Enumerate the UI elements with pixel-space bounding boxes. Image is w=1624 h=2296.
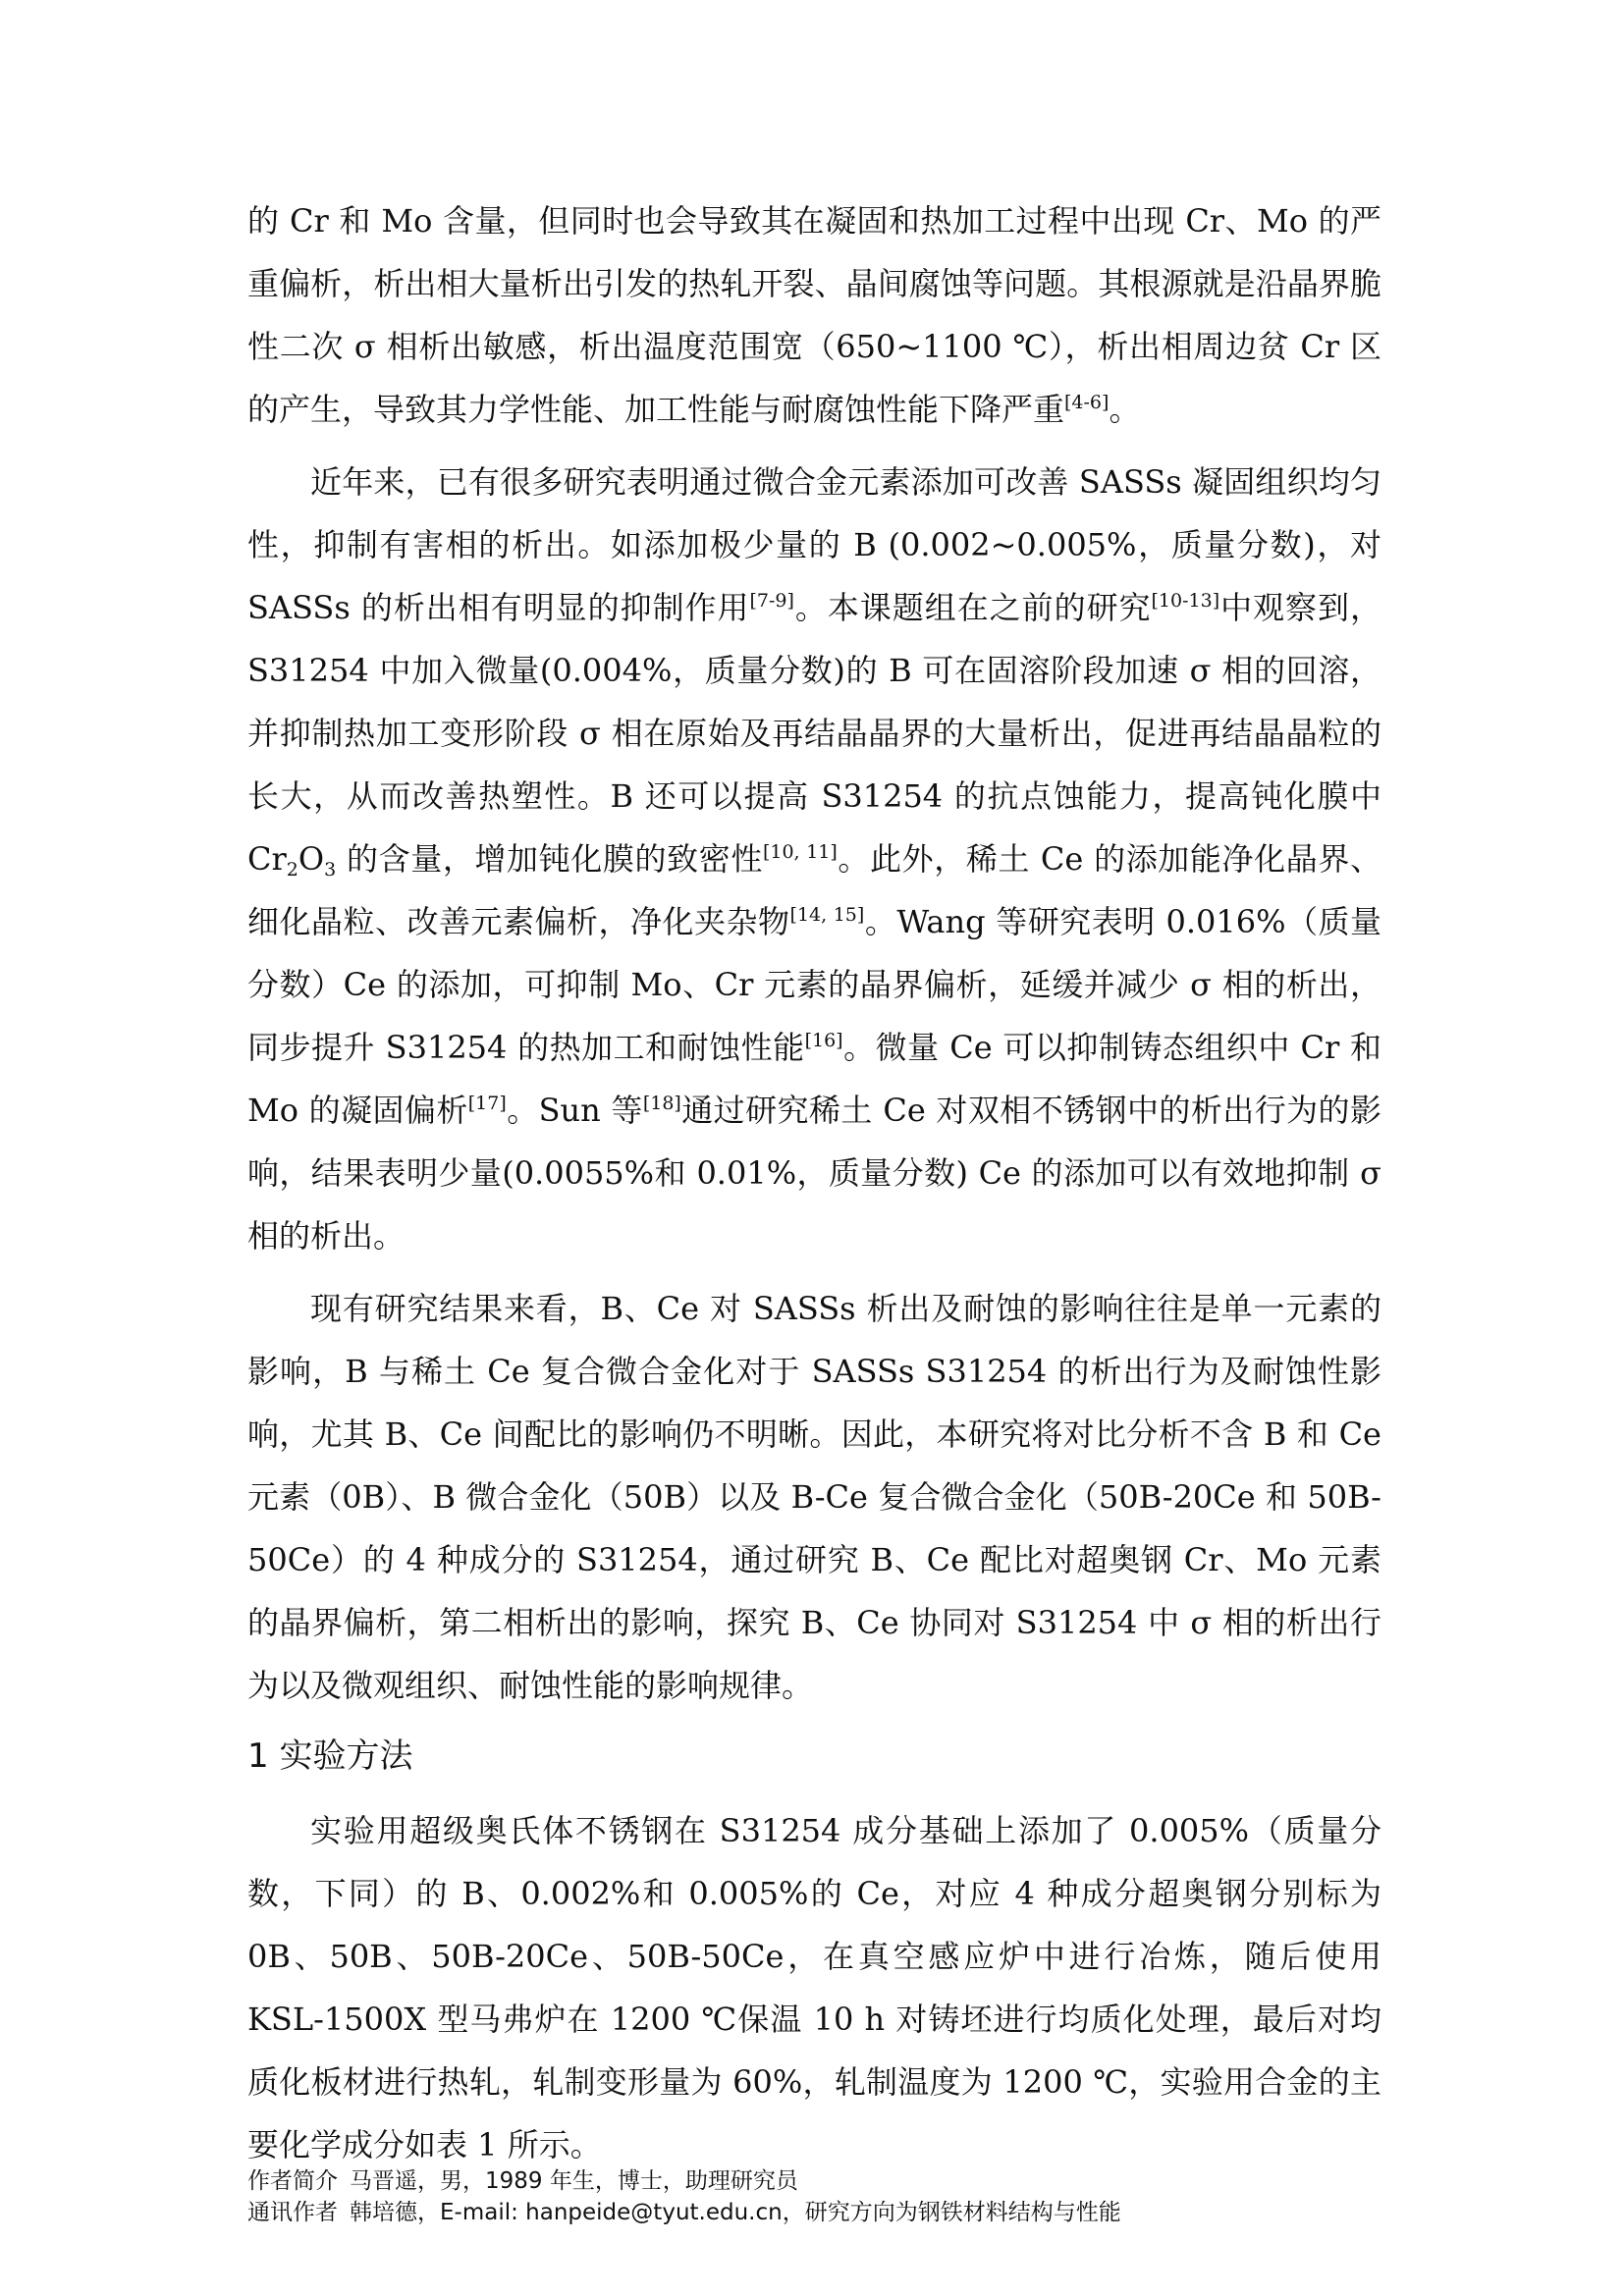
citation-ref: [16]	[804, 1030, 843, 1051]
text-run: 中观察到，S31254 中加入微量(0.004%，质量分数)的 B 可在固溶阶段加速 σ 相的回溶，并抑制热加工变形阶段 σ 相在原始及再结晶晶界的大量析出，促进再结晶晶粒的长大，从而改善热塑性。B 还可以提高 S31254 的抗点蚀能力，提高钝化膜中 Cr	[247, 589, 1381, 878]
text-run: 的 Cr 和 Mo 含量，但同时也会导致其在凝固和热加工过程中出现 Cr、Mo 的严重偏析，析出相大量析出引发的热轧开裂、晶间腐蚀等问题。其根源就是沿晶界脆性二次 σ 相析出敏感，析出温度范围宽（650~1100 ℃），析出相周边贫 Cr 区的产生，导致其力学性能、加工性能与耐腐蚀性能下降严重	[247, 202, 1381, 428]
text-run: 。Wang 等研究表明 0.016%（质量分数）Ce 的添加，可抑制 Mo、Cr 元素的晶界偏析，延缓并减少 σ 相的析出，同步提升 S31254 的热加工和耐蚀性能	[247, 903, 1381, 1066]
corresponding-author-label: 通讯作者	[247, 2200, 338, 2225]
citation-ref: [7-9]	[749, 590, 794, 612]
citation-ref: [10-13]	[1151, 590, 1220, 612]
text-run: 。本课题组在之前的研究	[793, 589, 1152, 626]
subscript: 2	[286, 859, 298, 881]
citation-ref: [17]	[467, 1093, 507, 1114]
citation-ref: [4-6]	[1064, 392, 1110, 413]
paragraph-3	[247, 1277, 1381, 1717]
text-run: O	[298, 840, 325, 878]
text-run: 。	[1109, 391, 1141, 428]
paragraph-4	[247, 1799, 1381, 2176]
text-run: 的含量，增加钝化膜的致密性	[336, 840, 763, 878]
citation-ref: [14, 15]	[789, 904, 865, 926]
corresponding-author-line	[247, 2197, 1381, 2228]
author-intro-text: 马晋遥，男，1989 年生，博士，助理研究员	[350, 2168, 798, 2194]
section-heading-experimental-method	[247, 1727, 1381, 1786]
paragraph-2	[247, 451, 1381, 1267]
body-text	[247, 189, 1381, 2186]
text-run: 。微量 Ce 可以抑制铸态组织中 Cr 和 Mo 的凝固偏析	[247, 1029, 1381, 1129]
text-run: 。Sun 等	[506, 1092, 643, 1129]
footnotes	[247, 2165, 1381, 2228]
text-run: 。此外，稀土 Ce 的添加能净化晶界、细化晶粒、改善元素偏析，净化夹杂物	[247, 840, 1381, 940]
text-run: 近年来，已有很多研究表明通过微合金元素添加可改善 SASSs 凝固组织均匀性，抑制有害相的析出。如添加极少量的 B (0.002~0.005%，质量分数)，对 SASSs 的析出相有明显的抑制作用	[247, 463, 1381, 626]
paragraph-1	[247, 189, 1381, 441]
text-run: 1 实验方法	[247, 1736, 413, 1776]
text-run: 现有研究结果来看，B、Ce 对 SASSs 析出及耐蚀的影响往往是单一元素的影响，B 与稀土 Ce 复合微合金化对于 SASSs S31254 的析出行为及耐蚀性影响，尤其 B、Ce 间配比的影响仍不明晰。因此，本研究将对比分析不含 B 和 Ce 元素（0B）、B 微合金化（50B）以及 B-Ce 复合微合金化（50B-20Ce 和 50B-50Ce）的 4 种成分的 S31254，通过研究 B、Ce 配比对超奥钢 Cr、Mo 元素的晶界偏析，第二相析出的影响，探究 B、Ce 协同对 S31254 中 σ 相的析出行为以及微观组织、耐蚀性能的影响规律。	[247, 1290, 1381, 1704]
citation-ref: [10, 11]	[762, 841, 838, 863]
citation-ref: [18]	[642, 1093, 681, 1114]
subscript: 3	[324, 859, 337, 881]
text-run: 实验用超级奥氏体不锈钢在 S31254 成分基础上添加了 0.005%（质量分数，下同）的 B、0.002%和 0.005%的 Ce，对应 4 种成分超奥钢分别标为 0B、50B、50B-20Ce、50B-50Ce，在真空感应炉中进行冶炼，随后使用 KSL-1500X 型马弗炉在 1200 ℃保温 10 h 对铸坯进行均质化处理，最后对均质化板材进行热轧，轧制变形量为 60%，轧制温度为 1200 ℃，实验用合金的主要化学成分如表 1 所示。	[247, 1812, 1381, 2163]
author-intro-label: 作者简介	[247, 2168, 338, 2194]
author-intro-line	[247, 2165, 1381, 2197]
text-run: 通过研究稀土 Ce 对双相不锈钢中的析出行为的影响，结果表明少量(0.0055%和 0.01%，质量分数) Ce 的添加可以有效地抑制 σ 相的析出。	[247, 1092, 1381, 1255]
corresponding-author-text: 韩培德，E-mail: hanpeide@tyut.edu.cn，研究方向为钢铁材料结构与性能	[350, 2200, 1121, 2225]
